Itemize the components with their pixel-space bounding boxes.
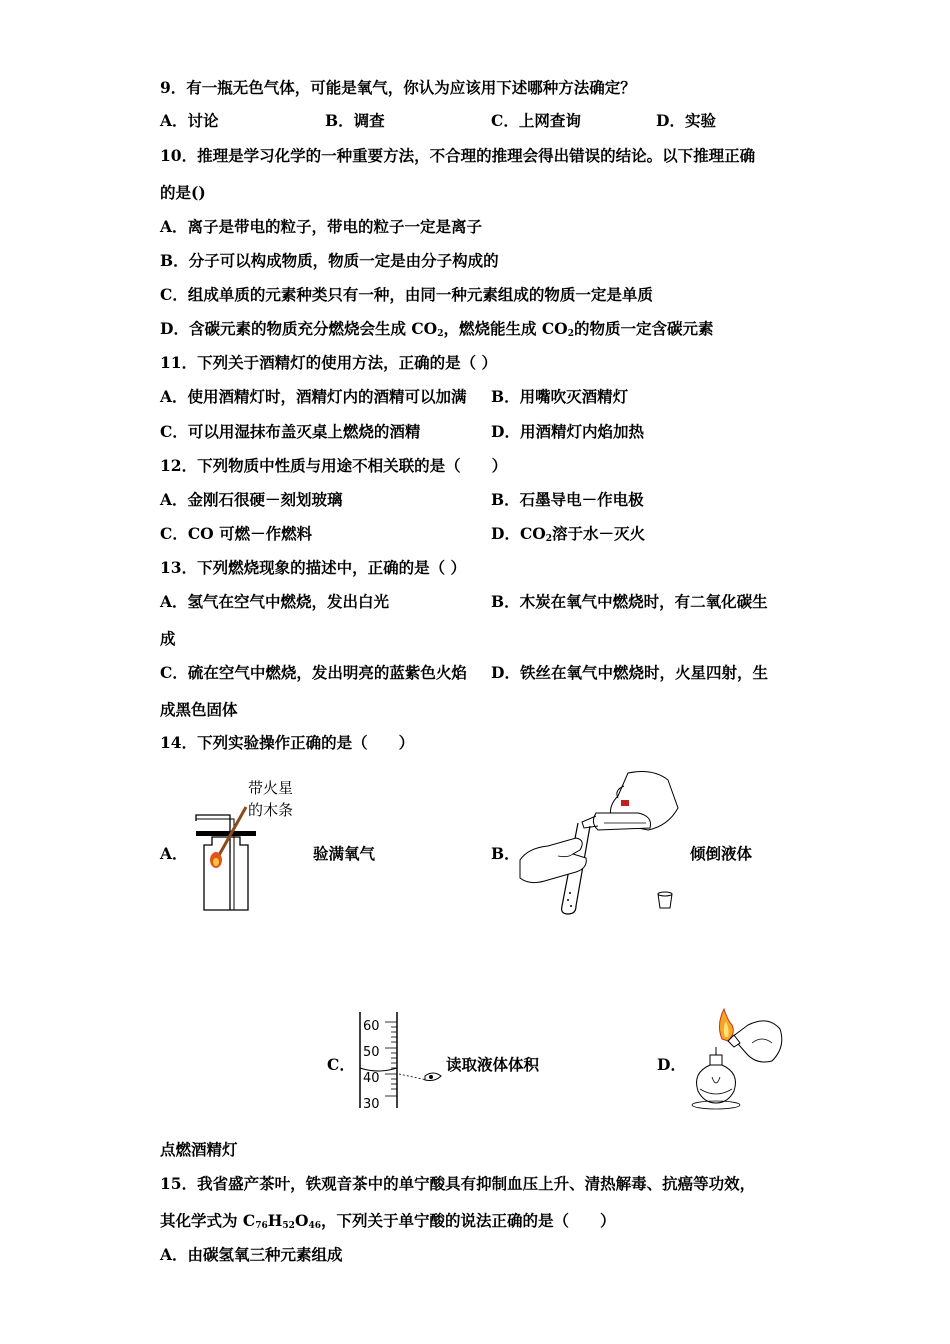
q15-option-a[interactable]: A．由碳氢氧三种元素组成 [160,1245,343,1264]
q9-stem: 9．有一瓶无色气体，可能是氧气，你认为应该用下述哪种方法确定？ [160,78,636,97]
alcohol-lamp-icon [688,1003,788,1113]
q11-stem: 11．下列关于酒精灯的使用方法，正确的是（ ） [160,353,497,372]
q10-stem-line2: 的是() [160,183,206,202]
q14-stem: 14．下列实验操作正确的是（ ） [160,733,415,752]
q14-option-a-label[interactable]: A． [160,844,188,863]
tick-label-40: 40 [363,1071,380,1086]
graduated-cylinder-figure [355,1010,445,1110]
q12-option-b[interactable]: B．石墨导电－作电极 [491,490,644,509]
q14-option-a-caption: 验满氧气 [313,844,376,863]
q11-option-a[interactable]: A．使用酒精灯时，酒精灯内的酒精可以加满 [160,387,467,406]
q11-option-d[interactable]: D．用酒精灯内焰加热 [491,422,644,441]
q12-option-d[interactable]: D．$CO_2$溶于水－灭火 [491,524,646,544]
pouring-liquid-figure [518,768,688,918]
cylinder-scale [363,1014,380,1118]
q13-option-d-continued: 成黑色固体 [160,700,238,719]
q13-stem: 13．下列燃烧现象的描述中，正确的是（ ） [160,558,466,577]
tick-label-60: 60 [363,1019,380,1034]
q9-option-b[interactable]: B．调查 [325,111,385,130]
q9-option-a[interactable]: A．讨论 [160,111,219,130]
q14-option-c-label[interactable]: C． [327,1055,355,1074]
tick-label-50: 50 [363,1045,380,1060]
q14-option-d-label[interactable]: D． [657,1055,686,1074]
q14-option-b-caption: 倾倒液体 [690,844,753,863]
q9-option-c[interactable]: C．上网查询 [491,111,581,130]
q14-option-c-caption: 读取液体体积 [446,1055,540,1074]
q12-option-c[interactable]: C．CO 可燃－作燃料 [160,524,313,543]
q15-stem-line2: 其化学式为 $C_{76}H_{52}O_{46}$，下列关于单宁酸的说法正确的是（ ） [160,1211,616,1231]
q12-option-a[interactable]: A．金刚石很硬－刻划玻璃 [160,490,343,509]
q10-option-d[interactable]: D．含碳元素的物质充分燃烧会生成 $CO_2$，燃烧能生成 $CO_2$的物质一定含碳元素 [160,319,714,339]
alcohol-lamp-figure [688,1003,788,1113]
q12-stem: 12．下列物质中性质与用途不相关联的是（ ） [160,456,508,475]
tick-label-30: 30 [363,1097,380,1112]
q13-option-a[interactable]: A．氢气在空气中燃烧，发出白光 [160,592,390,611]
q14-option-d-caption: 点燃酒精灯 [160,1140,238,1159]
q15-stem-line1: 15．我省盛产茶叶，铁观音茶中的单宁酸具有抑制血压上升、清热解毒、抗癌等功效， [160,1174,756,1193]
q10-option-b[interactable]: B．分子可以构成物质，物质一定是由分子构成的 [160,251,499,270]
q11-option-b[interactable]: B．用嘴吹灭酒精灯 [491,387,629,406]
q10-option-a[interactable]: A．离子是带电的粒子，带电的粒子一定是离子 [160,217,483,236]
splint-label: 带火星 的木条 [248,779,294,819]
q13-option-d[interactable]: D．铁丝在氧气中燃烧时，火星四射，生 [491,663,768,682]
q13-option-b-continued: 成 [160,629,176,648]
q14-option-b-label[interactable]: B． [491,844,520,863]
q10-option-c[interactable]: C．组成单质的元素种类只有一种，由同一种元素组成的物质一定是单质 [160,285,653,304]
q10-stem-line1: 10．推理是学习化学的一种重要方法，不合理的推理会得出错误的结论。以下推理正确 [160,146,756,165]
oxygen-test-figure [190,775,310,915]
q13-option-b[interactable]: B．木炭在氧气中燃烧时，有二氧化碳生 [491,592,768,611]
pouring-hands-icon [518,768,688,918]
q11-option-c[interactable]: C．可以用湿抹布盖灭桌上燃烧的酒精 [160,422,421,441]
q13-option-c[interactable]: C．硫在空气中燃烧，发出明亮的蓝紫色火焰 [160,663,467,682]
q9-option-d[interactable]: D．实验 [656,111,716,130]
